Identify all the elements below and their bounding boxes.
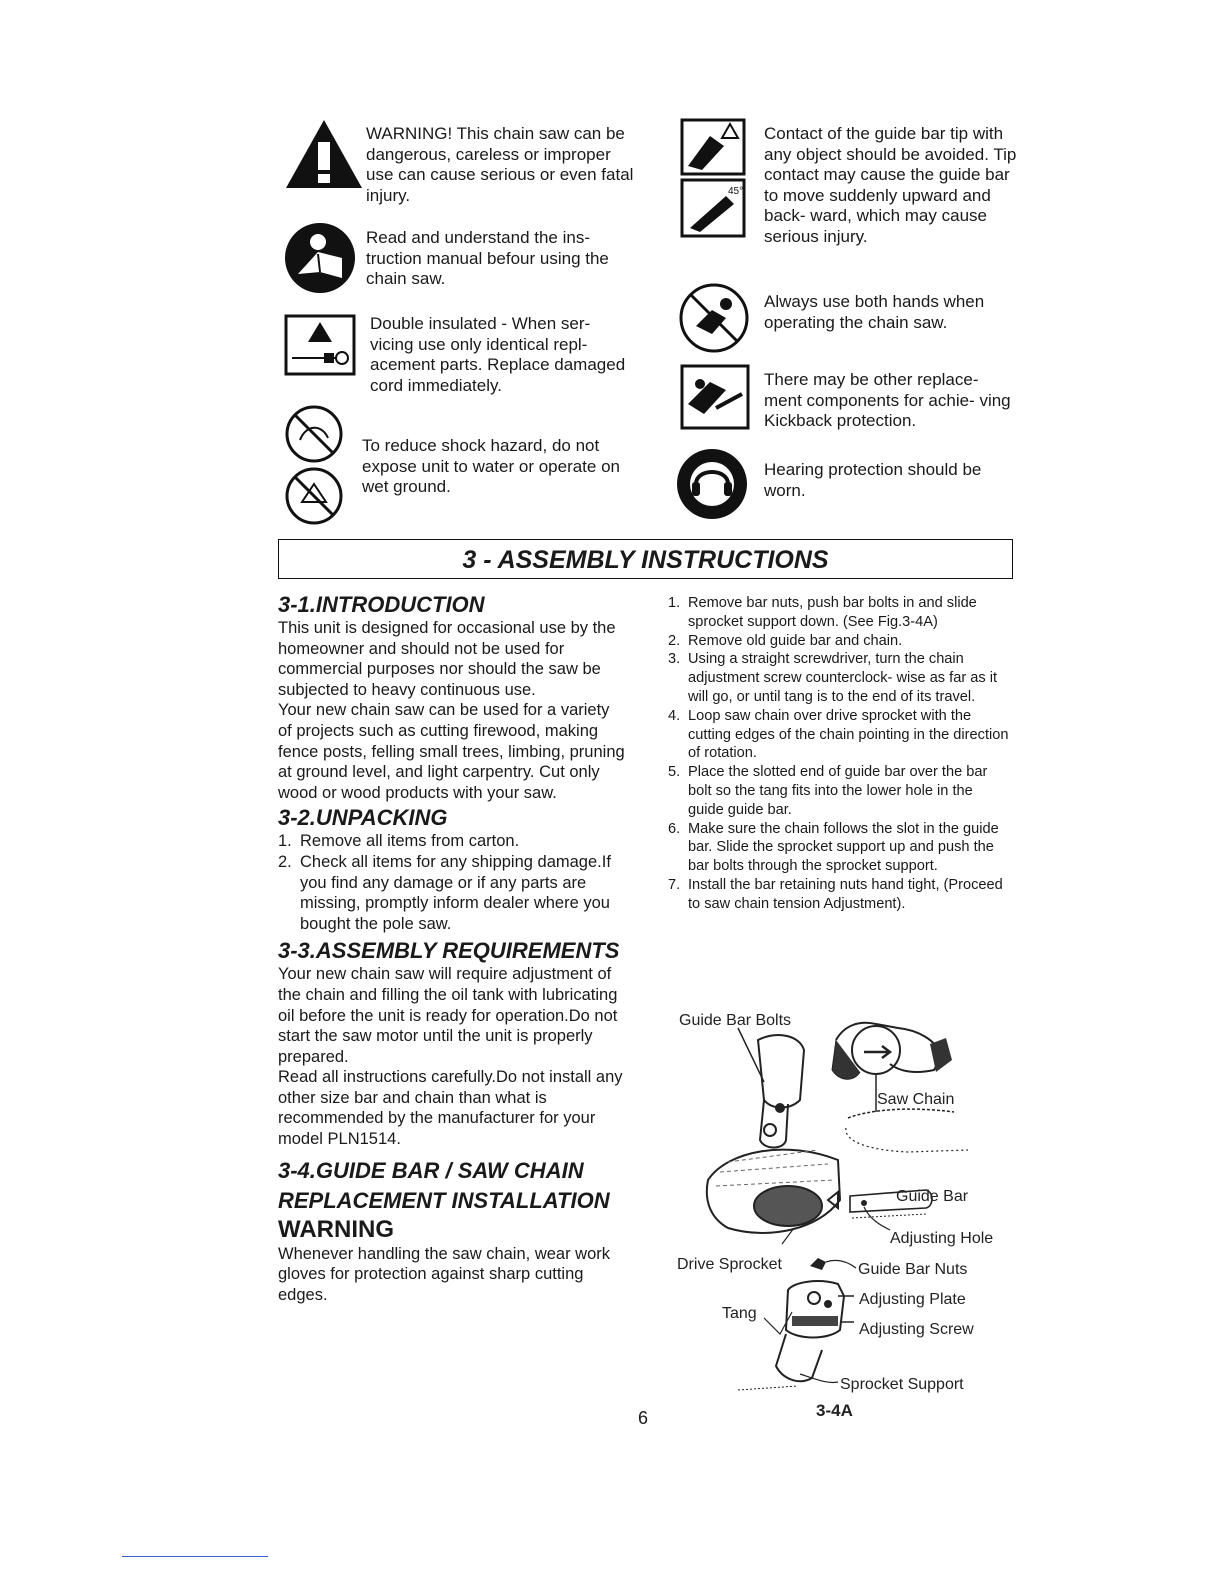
no-water-text: To reduce shock hazard, do not expose unit to water or operate on wet ground. bbox=[362, 436, 620, 496]
drive-sprocket-label: Drive Sprocket bbox=[677, 1256, 782, 1273]
figure-caption: 3-4A bbox=[816, 1401, 853, 1420]
guide-bar-bolts-label: Guide Bar Bolts bbox=[679, 1012, 792, 1029]
hearing-text: Hearing protection should be worn. bbox=[764, 460, 982, 500]
both-hands-icon bbox=[678, 282, 750, 354]
list-item: 1. Remove all items from carton. bbox=[278, 832, 520, 851]
guide-bar-heading: 3-4.GUIDE BAR / SAW CHAIN bbox=[278, 1157, 584, 1183]
saw-chain bbox=[848, 1109, 954, 1118]
no-water-icon bbox=[284, 404, 344, 526]
guide-bar-nuts-label: Guide Bar Nuts bbox=[858, 1261, 968, 1278]
saw-chain bbox=[846, 1128, 968, 1152]
unpacking-heading: 3-2.UNPACKING bbox=[278, 805, 448, 831]
dashed-line bbox=[852, 1214, 926, 1218]
read-manual-text: Read and understand the ins- truction manual befour using the chain saw. bbox=[366, 228, 609, 288]
guide-bar-label: Guide Bar bbox=[896, 1188, 969, 1205]
list-item: 1. Remove bar nuts, push bar bolts in and slide sprocket support down. (See Fig.3-4A) bbox=[668, 595, 977, 630]
arrow-icon bbox=[864, 1046, 890, 1058]
list-item: 6. Make sure the chain follows the slot in the guide bar. Slide the sprocket support up and push the bar bolts through the sprocket support. bbox=[668, 820, 999, 875]
adjusting-plate-label: Adjusting Plate bbox=[859, 1291, 966, 1308]
intro-paragraph: Your new chain saw can be used for a variety of projects such as cutting firewood, making fence posts, felling small trees, limbing, pruning at ground level, and light carpentry. Cut only wood or wood products with your saw. bbox=[278, 701, 625, 802]
adjusting-hole bbox=[861, 1200, 867, 1206]
double-insulated-icon bbox=[284, 314, 356, 376]
page-number: 6 bbox=[638, 1408, 649, 1428]
read-manual-icon bbox=[284, 222, 356, 294]
plate-bolt bbox=[824, 1300, 832, 1308]
motor-grip bbox=[930, 1038, 952, 1072]
motor-grip bbox=[832, 1040, 860, 1079]
list-item: 2. Check all items for any shipping damage.If you find any damage or if any parts are missing, promptly inform dealer where you bought the pole saw. bbox=[278, 852, 611, 933]
list-item: 4. Loop saw chain over drive sprocket with the cutting edges of the chain pointing in the direction of rotation. bbox=[668, 707, 1009, 762]
bolt-housing bbox=[758, 1035, 804, 1107]
hearing-protection-icon bbox=[676, 448, 748, 520]
drive-sprocket bbox=[754, 1186, 822, 1226]
warning-triangle-icon bbox=[284, 118, 364, 190]
plate-bolt bbox=[808, 1292, 820, 1304]
kickback-contact-icon bbox=[680, 118, 750, 242]
warning-text: WARNING! This chain saw can be dangerous, careless or improper use can cause serious or even fatal injury. bbox=[366, 124, 634, 205]
double-insulated-text: Double insulated - When ser- vicing use only identical repl- acement parts. Replace damaged cord immediately. bbox=[370, 314, 626, 395]
list-item: 3. Using a straight screwdriver, turn the chain adjustment screw counterclock- wise as far as it will go, or until tang is to the end of its travel. bbox=[668, 651, 998, 705]
tang-label: Tang bbox=[722, 1305, 757, 1322]
replacement-text: There may be other replace- ment components for achie- ving Kickback protection. bbox=[764, 370, 1011, 430]
dashed-line bbox=[738, 1386, 798, 1390]
requirements-heading: 3-3.ASSEMBLY REQUIREMENTS bbox=[278, 938, 620, 964]
steps-list bbox=[668, 594, 1012, 914]
svg-text:45°: 45° bbox=[728, 186, 744, 197]
sprocket-hatching bbox=[716, 1150, 834, 1186]
list-item: 5. Place the slotted end of guide bar over the bar bolt so the tang fits into the lower hole in the guide guide bar. bbox=[668, 764, 988, 818]
left-column bbox=[278, 592, 626, 1305]
requirements-paragraph: Your new chain saw will require adjustment of the chain and filling the oil tank with lubricating oil before the unit is ready for operation.Do not start the saw motor until the unit is properly prepared. bbox=[278, 965, 618, 1066]
adjusting-hole-label: Adjusting Hole bbox=[890, 1230, 994, 1247]
bolt bbox=[764, 1124, 776, 1136]
assembly-diagram bbox=[668, 1000, 1018, 1420]
footer-rule bbox=[122, 1556, 268, 1557]
both-hands-text: Always use both hands when operating the chain saw. bbox=[764, 292, 985, 332]
bolt bbox=[775, 1103, 785, 1113]
adjusting-plate bbox=[786, 1281, 844, 1337]
arrow-icon bbox=[828, 1192, 838, 1208]
adjusting-screw-label: Adjusting Screw bbox=[859, 1321, 974, 1338]
nuts-leader bbox=[826, 1260, 856, 1268]
replacement-components-icon bbox=[680, 364, 750, 430]
warning-title: WARNING bbox=[278, 1215, 394, 1243]
guide-bar-heading-line2: REPLACEMENT INSTALLATION bbox=[278, 1187, 610, 1213]
sprocket-support-label: Sprocket Support bbox=[840, 1376, 964, 1393]
warning-paragraph: Whenever handling the saw chain, wear work gloves for protection against sharp cutting edges. bbox=[278, 1244, 611, 1304]
guide-bar-nut bbox=[810, 1258, 826, 1270]
introduction-heading: 3-1.INTRODUCTION bbox=[278, 592, 485, 617]
requirements-paragraph: Read all instructions carefully.Do not install any other size bar and chain than what is recommended by the manufacturer for your model PLN1514. bbox=[278, 1068, 623, 1149]
kickback-text: Contact of the guide bar tip with any object should be avoided. Tip contact may cause the guide bar to move suddenly upward and back- ward, which may cause serious injury. bbox=[764, 124, 1017, 246]
adjusting-screw bbox=[792, 1316, 838, 1326]
saw-chain-label: Saw Chain bbox=[877, 1091, 955, 1108]
sprocket-support bbox=[776, 1334, 822, 1381]
section-title: 3 - ASSEMBLY INSTRUCTIONS bbox=[462, 546, 829, 574]
list-item: 7. Install the bar retaining nuts hand tight, (Proceed to saw chain tension Adjustment). bbox=[668, 876, 1003, 912]
list-item: 2. Remove old guide bar and chain. bbox=[668, 632, 903, 649]
intro-paragraph: This unit is designed for occasional use by the homeowner and should not be used for commercial purposes nor should the saw be subjected to heavy continuous use. bbox=[278, 619, 616, 699]
